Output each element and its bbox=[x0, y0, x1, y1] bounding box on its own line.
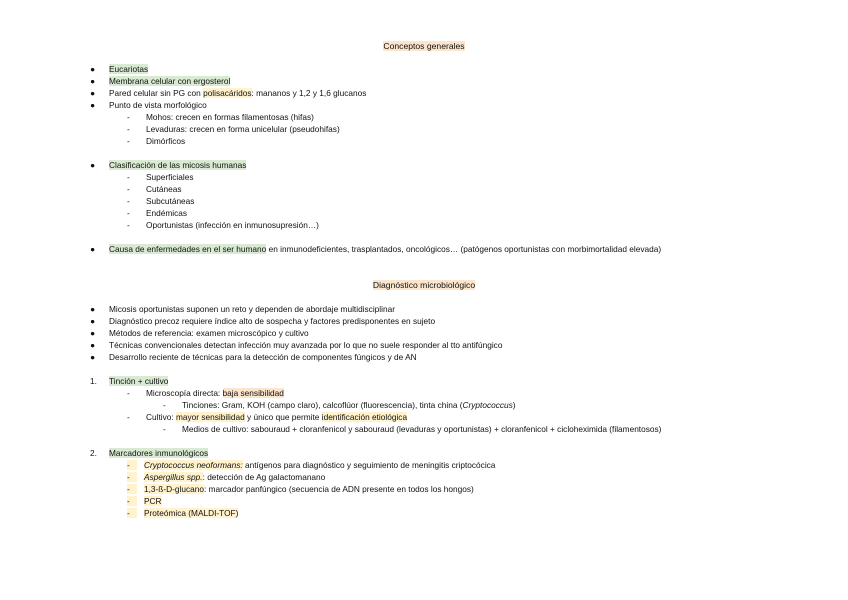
item-text: Punto de vista morfológico bbox=[109, 100, 207, 110]
sub-text: Cultivo: bbox=[146, 412, 176, 422]
sub-text: Subcutáneas bbox=[146, 196, 195, 206]
sub-highlight: Cryptococcus neoformans: bbox=[144, 460, 243, 470]
dash-icon: - bbox=[163, 424, 166, 434]
dash-icon: - bbox=[127, 208, 130, 218]
bullet-icon: ● bbox=[90, 352, 96, 362]
heading-text: Tinción + cultivo bbox=[109, 376, 169, 386]
sub-highlight: Aspergillus spp. bbox=[144, 472, 203, 482]
bullet-icon: ● bbox=[90, 340, 96, 350]
sub-text: Levaduras: crecen en forma unicelular (pseudohifas) bbox=[146, 124, 340, 134]
item-text: Métodos de referencia: examen microscópico y cultivo bbox=[109, 328, 309, 338]
bullet-icon: ● bbox=[90, 100, 96, 110]
sub-highlight: mayor sensibilidad bbox=[175, 412, 245, 422]
item-highlight: polisacáridos bbox=[203, 88, 252, 98]
dash-icon: - bbox=[127, 184, 130, 194]
item-text: Pared celular sin PG con bbox=[109, 88, 204, 98]
dash-icon: - bbox=[127, 172, 130, 182]
bullet-icon: ● bbox=[90, 76, 96, 86]
title-text: Conceptos generales bbox=[383, 41, 465, 51]
item-text: en inmunodeficientes, trasplantados, oncológicos… (patógenos oportunistas con morbimortalidad elevada) bbox=[266, 244, 662, 254]
dash-icon: - bbox=[127, 220, 130, 230]
sub-text: Medios de cultivo: sabouraud + cloranfenicol y sabouraud (levaduras y oportunistas) + cloranfenicol + cicloheximida (filamentosos) bbox=[182, 424, 662, 434]
number-label: 2. bbox=[90, 448, 97, 458]
sub-highlight: PCR bbox=[144, 496, 162, 506]
dash-icon: - bbox=[127, 124, 130, 134]
sub-text: : detección de Ag galactomanano bbox=[202, 472, 326, 482]
dash-icon: - bbox=[127, 196, 130, 206]
sub-text: : marcador panfúngico (secuencia de ADN presente en todos los hongos) bbox=[203, 484, 474, 494]
sub-text: y único que permite bbox=[244, 412, 322, 422]
dash-icon: - bbox=[127, 136, 130, 146]
item-text: : mananos y 1,2 y 1,6 glucanos bbox=[251, 88, 367, 98]
section-title-diagnostico bbox=[0, 280, 848, 291]
bullet-icon: ● bbox=[90, 328, 96, 338]
sub-text: Mohos: crecen en formas filamentosas (hifas) bbox=[146, 112, 314, 122]
item-text: Membrana celular con ergosterol bbox=[109, 76, 231, 86]
number-label: 1. bbox=[90, 376, 97, 386]
dash-icon: - bbox=[127, 412, 130, 422]
sub-text: Cutáneas bbox=[146, 184, 182, 194]
dash-icon: - bbox=[163, 400, 166, 410]
bullet-icon: ● bbox=[90, 88, 96, 98]
item-text: Eucariotas bbox=[109, 64, 149, 74]
sub-text: Dimórficos bbox=[146, 136, 186, 146]
sub-text: ) bbox=[512, 400, 516, 410]
sub-text: antígenos para diagnóstico y seguimiento de meningitis criptocócica bbox=[242, 460, 496, 470]
title-text: Diagnóstico microbiológico bbox=[372, 280, 476, 290]
sub-text: Tinciones: Gram, KOH (campo claro), calcoflúor (fluorescencia), tinta china ( bbox=[182, 400, 463, 410]
sub-highlight: baja sensibilidad bbox=[222, 388, 284, 398]
bullet-icon: ● bbox=[90, 316, 96, 326]
item-highlight: Causa de enfermedades en el ser humano bbox=[109, 244, 267, 254]
sub-highlight: identificación etiológica bbox=[321, 412, 408, 422]
bullet-icon: ● bbox=[90, 160, 96, 170]
item-text: Técnicas convencionales detectan infección muy avanzada por lo que no suele responder al tto antifúngico bbox=[109, 340, 503, 350]
bullet-icon: ● bbox=[90, 64, 96, 74]
sub-highlight: 1,3-ß-D-glucano bbox=[144, 484, 204, 494]
dash-icon: - bbox=[127, 388, 130, 398]
bullet-icon: ● bbox=[90, 304, 96, 314]
sub-text: Superficiales bbox=[146, 172, 194, 182]
bullet-icon: ● bbox=[90, 244, 96, 254]
dash-icon: - bbox=[127, 460, 137, 470]
sub-text: Oportunistas (infección en inmunosupresión…) bbox=[146, 220, 319, 230]
item-text: Desarrollo reciente de técnicas para la detección de componentes fúngicos y de AN bbox=[109, 352, 417, 362]
sub-italic: Cryptococcus bbox=[462, 400, 513, 410]
section-title-general bbox=[0, 41, 848, 52]
heading-text: Marcadores inmunológicos bbox=[109, 448, 209, 458]
sub-text: Microscopía directa: bbox=[146, 388, 223, 398]
dash-icon: - bbox=[127, 112, 130, 122]
dash-icon: - bbox=[127, 472, 137, 482]
dash-icon: - bbox=[127, 496, 137, 506]
item-text: Clasificación de las micosis humanas bbox=[109, 160, 247, 170]
dash-icon: - bbox=[127, 484, 137, 494]
sub-text: Endémicas bbox=[146, 208, 188, 218]
item-text: Micosis oportunistas suponen un reto y dependen de abordaje multidisciplinar bbox=[109, 304, 395, 314]
dash-icon: - bbox=[127, 508, 137, 518]
item-text: Diagnóstico precoz requiere índice alto de sospecha y factores predisponentes en sujeto bbox=[109, 316, 436, 326]
sub-highlight: Proteómica (MALDI-TOF) bbox=[144, 508, 239, 518]
